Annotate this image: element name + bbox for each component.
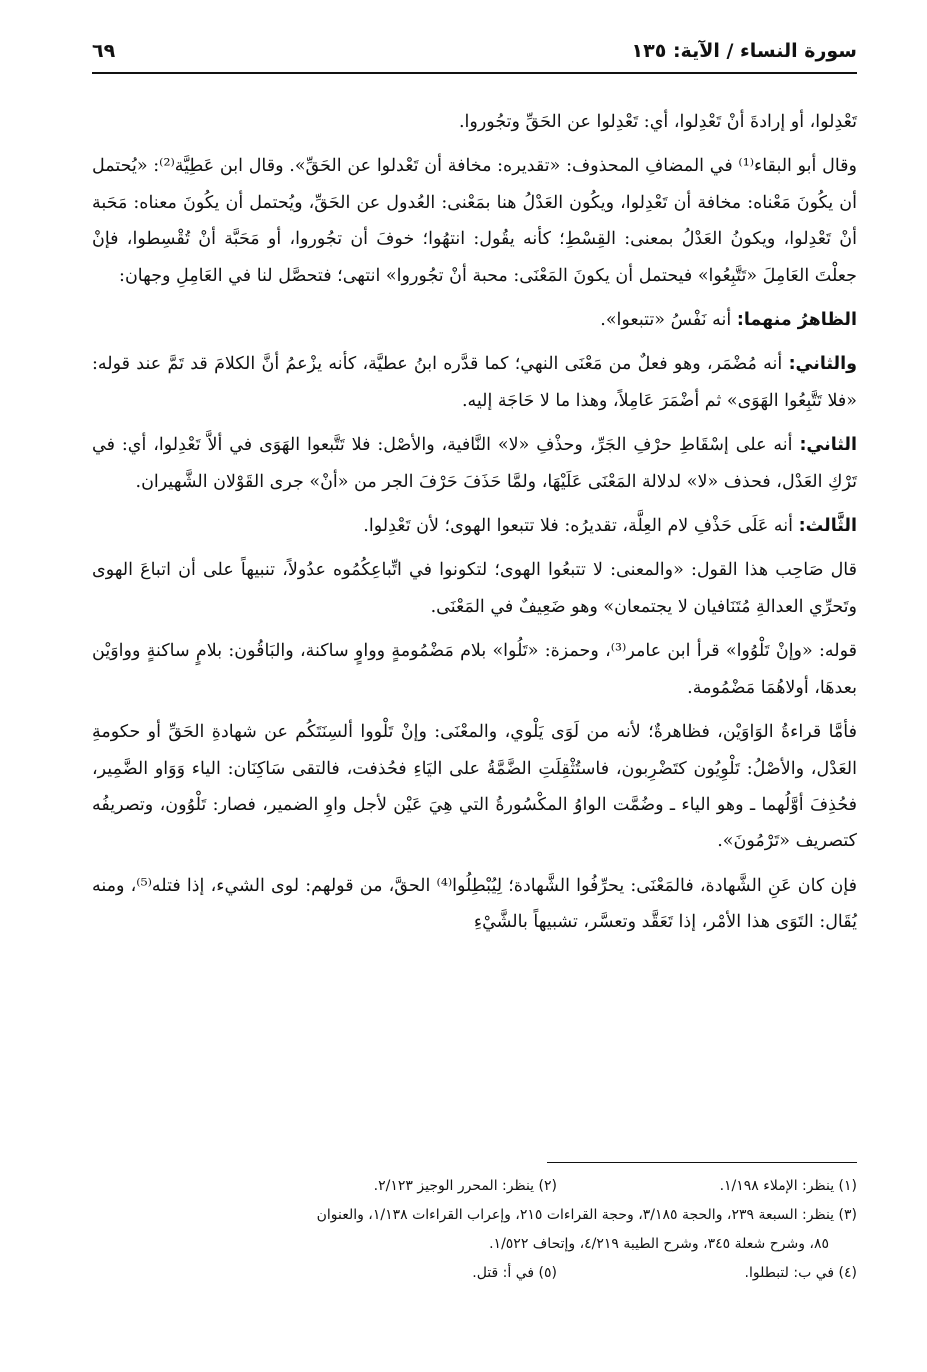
- running-head: [92, 38, 857, 74]
- footnote-4: (٤) في ب: لتبطلوا.: [744, 1265, 857, 1281]
- paragraph-lead: الثَّالث:: [798, 516, 857, 537]
- footnote-row: [92, 1259, 857, 1288]
- paragraph-text: تَعْدِلوا، أو إرادةَ أنْ تَعْدِلوا، أي: تَعْدِلوا عن الحَقِّ وتجُوروا.: [458, 112, 857, 132]
- paragraph: [92, 427, 857, 500]
- paragraph: [92, 552, 857, 625]
- paragraph-text: فإن كان عَنِ الشَّهادة، فالمَعْنَى: يحرِّفُوا الشَّهادة؛ لِيُبْطِلُوا⁽⁴⁾ الحقَّ، من قولهم: لوى الشيء، إذا فتله⁽⁵⁾، ومنه يُقَال: التَوَى هذا الأمْر، إذا تَعَقَّد وتعسَّر، تشبيهاً بالشَّيْءِ: [92, 875, 858, 933]
- paragraph-text: قال صَاحِب هذا القول: «والمعنى: لا تتبعُوا الهوى؛ لتكونوا في اتِّباعِكُمُوه عدُولاً، تنبيهاً على أن اتباعَ الهوى وتَحرِّي العدالةِ مُتَنَافيان لا يجتمعان» وهو ضَعِيفٌ في المَعْنَى.: [92, 560, 857, 617]
- paragraph: [92, 302, 857, 338]
- paragraph: [92, 868, 857, 941]
- paragraph-lead: الظاهرُ منهما:: [736, 310, 857, 331]
- footnote-1: (١) ينظر: الإملاء ١/١٩٨.: [719, 1178, 857, 1194]
- header-title: سورة النساء / الآية: ١٣٥: [631, 40, 857, 62]
- footnotes: [92, 1172, 857, 1288]
- paragraph-text: قوله: «وإنْ تَلْوُوا» قرأ ابن عامر⁽³⁾، وحمزة: «تَلُوا» بلام مَضْمُومةٍ وواوٍ ساكنة، والبَاقُون: بلامٍ ساكنةٍ وواوَيْن بعدهَا، أولاهُمَا مَضْمُومة.: [92, 641, 857, 698]
- main-text: [92, 104, 857, 941]
- paragraph-text: فأمَّا قراءةُ الوَاوَيْن، فظاهرةٌ؛ لأنه من لَوَى يَلْوي، والمعْنَى: وإنْ تَلْووا ألسِنَتَكُم عن شهادةِ الحَقِّ أو حكومةِ العَدْل، والأصْلُ: تَلْوِيُون كتَضْرِبون، فاستُثْقِلَتِ الضَّمَّةُ على اليَاءِ فحُذفت، فالتقى سَاكِنَان: الياء وَوَاو الضَّمِير، فحُذِفَ أوَّلُهما ـ وهو الياء ـ وضُمَّت الواوُ المكْسُورةُ التي هِيَ عَيْن لأجل واوِ الضمير، فصار: تَلْوُون، وتصريفُه كتصريف «تَرْمُونَ».: [92, 722, 857, 852]
- footnote-3-continued: ٨٥، وشرح شعلة ٣٤٥، وشرح الطيبة ٤/٢١٩، وإتحاف ١/٥٢٢.: [489, 1236, 829, 1252]
- paragraph-lead: والثاني:: [788, 354, 857, 375]
- paragraph: [92, 633, 857, 706]
- paragraph: [92, 104, 857, 140]
- paragraph: [92, 508, 857, 544]
- page-number: ٦٩: [92, 40, 116, 62]
- paragraph: [92, 148, 857, 294]
- paragraph-text: أنه عَلَى حَذْفِ لام العِلَّة، تقديرُه: فلا تتبعوا الهوى؛ لأن تَعْدِلوا.: [363, 516, 794, 537]
- paragraph-text: وقال أبو البقاء⁽¹⁾ في المضافِ المحذوف: «تقديره: مخافة أن تَعْدلوا عن الحَقِّ». وقال ابن عَطِيَّة⁽²⁾: «يُحتمل أن يكُونَ مَعْناه: مخافة أن تَعْدِلوا، ويكُون العَدْلُ هنا بمَعْنى: العُدول عن الحَقِّ، ويُحتمل أن يكُونَ معناه: مَحَبة أنْ تَعْدِلوا، ويكونُ العَدْلُ بمعنى: القِسْطِ؛ كأنه يقُول: انتهُوا؛ خوفَ أن تجُوروا، أو مَحَبَّة أنْ تُقْسِطوا، فإنْ جعلْتَ العَامِلَ «تَتَّبِعُوا» فيحتمل أن يكونَ المَعْنَى: محبة أنْ تجُوروا» انتهى؛ فتحصَّل لنا في العَامِلِ وجهان:: [92, 156, 857, 286]
- paragraph: [92, 714, 857, 860]
- footnote-row: [92, 1172, 857, 1201]
- footnote-2: (٢) ينظر: المحرر الوجيز ٢/١٢٣.: [373, 1178, 557, 1194]
- footnote-3: (٣) ينظر: السبعة ٢٣٩، والحجة ٣/١٨٥، وحجة القراءات ٢١٥، وإعراب القراءات ١/١٣٨، والعنوان: [316, 1207, 857, 1223]
- paragraph-lead: الثاني:: [799, 435, 857, 456]
- paragraph: [92, 346, 857, 419]
- paragraph-text: أنه مُضْمَر، وهو فعلٌ من مَعْنَى النهي؛ كما قدَّره ابنُ عطيَّة، كأنه يزْعمُ أنَّ الكلامَ قد تَمَّ عند قوله: «فلا تَتَّبِعُوا الهَوَى» ثم أضْمَرَ عَامِلاً، وهذا ما لا حَاجَة إليه.: [92, 354, 857, 411]
- footnote-divider: [547, 1162, 857, 1163]
- paragraph-text: أنه نَفْسُ «تتبعوا».: [600, 310, 732, 331]
- paragraph-text: أنه على إسْقَاطِ حرْفِ الجَرِّ، وحذْفِ «لا» النَّافية، والأصْل: فلا تَتَّبعوا الهَوَى في ألاَّ تَعْدِلوا، أي: في تَرْكِ العَدْل، فحذف «لا» لدلالة المَعْنَى عَلَيْهَا، ولمَّا حَذَفَ حَرْفَ الجر من «أنْ» جرى القَوْلان الشَّهيران.: [92, 435, 857, 492]
- footnote-5: (٥) في أ: قتل.: [472, 1265, 557, 1281]
